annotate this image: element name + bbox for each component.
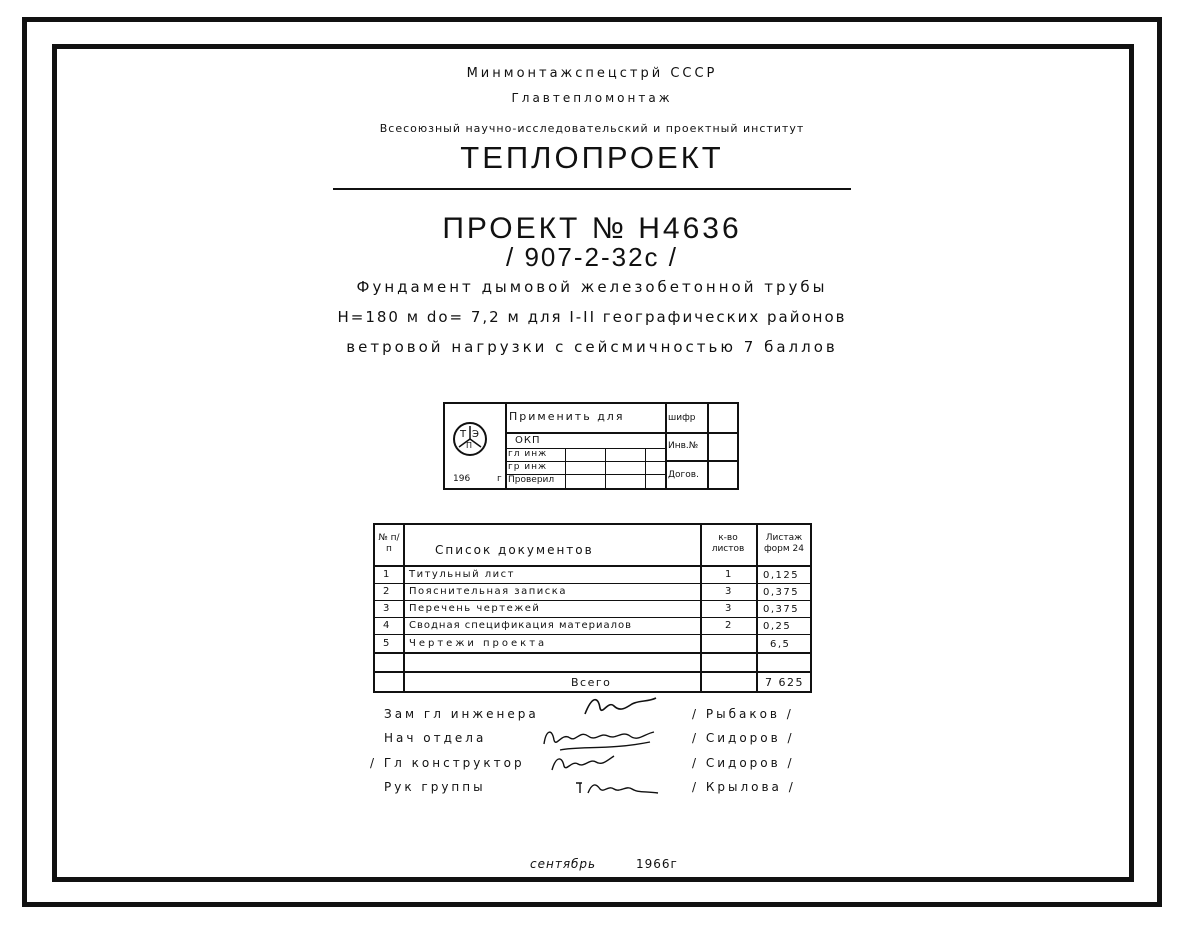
signature-name-sidorov-1: / Сидоров / <box>692 731 795 745</box>
stamp-inventory: Инв.№ <box>668 441 699 451</box>
row2-number: 2 <box>383 586 391 597</box>
row2-count: 3 <box>725 586 733 597</box>
signature-name-sidorov-2: / Сидоров / <box>692 756 795 770</box>
project-code: / 907-2-32с / <box>506 242 678 272</box>
row4-count: 2 <box>725 620 733 631</box>
row1-number: 1 <box>383 569 391 580</box>
signature-role-deputy-chief: Зам гл инженера <box>384 707 539 721</box>
stamp-year: 196 <box>453 474 471 484</box>
signature-role-chief-designer: / Гл конструктор <box>370 756 525 770</box>
stamp-contract: Догов. <box>668 470 699 480</box>
total-value: 7 625 <box>765 676 804 689</box>
signature-role-dept-head: Нач отдела <box>384 731 487 745</box>
logo-letter-p: П <box>466 441 473 450</box>
project-title-line1: Фундамент дымовой железобетонной трубы <box>356 278 828 296</box>
project-title-line3: ветровой нагрузки с сейсмичностью 7 баллов <box>346 338 838 356</box>
col-header-count: к-во листов <box>711 533 745 554</box>
row4-number: 4 <box>383 620 391 631</box>
row1-count: 1 <box>725 569 733 580</box>
stamp-row-checked: Проверил <box>508 475 555 485</box>
handwritten-signature-3-icon <box>548 750 618 776</box>
header-divider <box>333 188 851 190</box>
stamp-okp: ОКП <box>515 435 541 446</box>
approval-stamp <box>443 402 739 490</box>
signature-name-krylova: / Крылова / <box>692 780 796 794</box>
row2-sheets: 0,375 <box>763 587 800 598</box>
ministry-line: Минмонтажспецстрй СССР <box>466 66 718 81</box>
institute-description: Всесоюзный научно-исследовательский и проектный институт <box>379 122 805 135</box>
stamp-year-suffix: г <box>497 474 502 484</box>
stamp-row-chief-engineer: гл инж <box>508 449 548 459</box>
total-label: Всего <box>571 676 612 689</box>
row1-sheets: 0,125 <box>763 570 800 581</box>
footer-year: 1966г <box>636 857 678 871</box>
project-title-line2: Н=180 м dо= 7,2 м для I-II географических районов <box>337 308 847 326</box>
row5-number: 5 <box>383 638 391 649</box>
handwritten-signature-1-icon <box>580 692 660 722</box>
row5-sheets: 6,5 <box>770 639 791 650</box>
col-header-sheets: Листаж форм 24 <box>763 533 805 554</box>
row4-sheets: 0,25 <box>763 621 792 632</box>
stamp-cipher: шифр <box>668 413 696 423</box>
row3-sheets: 0,375 <box>763 604 800 615</box>
row1-name: Титульный лист <box>409 569 515 580</box>
logo-letter-e: Э <box>472 429 479 440</box>
directorate-line: Главтепломонтаж <box>511 91 673 105</box>
handwritten-signature-4-icon <box>572 775 662 799</box>
col-header-name: Список документов <box>435 543 594 557</box>
signature-name-rybakov: / Рыбаков / <box>692 707 794 721</box>
row3-count: 3 <box>725 603 733 614</box>
row4-name: Сводная спецификация материалов <box>409 620 633 631</box>
stamp-row-group-engineer: гр инж <box>508 462 548 472</box>
footer-month: сентябрь <box>530 857 597 871</box>
institute-logo-icon <box>453 422 487 456</box>
institute-name: ТЕПЛОПРОЕКТ <box>460 140 724 175</box>
logo-letter-t: Т <box>460 429 467 440</box>
signature-role-group-lead: Рук группы <box>384 780 486 794</box>
documents-table <box>373 523 812 693</box>
row2-name: Пояснительная записка <box>409 586 567 597</box>
stamp-apply-for: Применить для <box>509 410 625 423</box>
row3-number: 3 <box>383 603 391 614</box>
row5-name: Чертежи проекта <box>409 638 548 649</box>
col-header-number: № п/п <box>378 533 400 554</box>
project-number: ПРОЕКТ № Н4636 <box>442 212 742 245</box>
row3-name: Перечень чертежей <box>409 603 541 614</box>
